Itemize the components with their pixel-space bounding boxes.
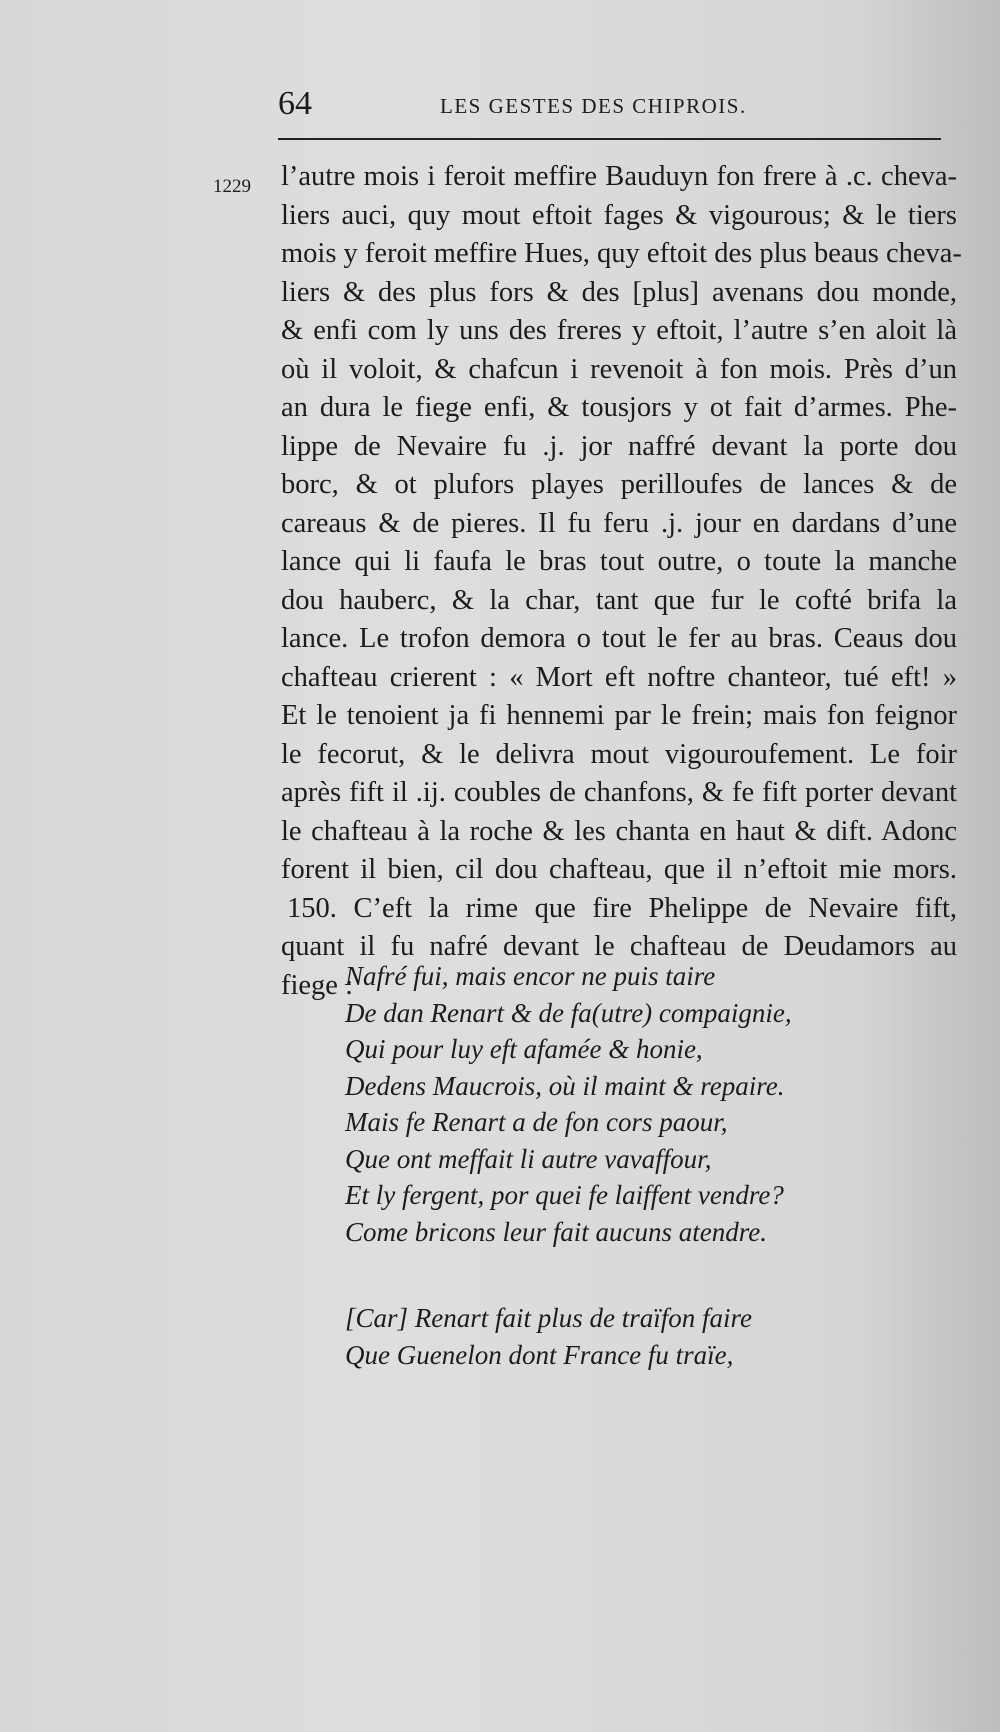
page-header [278,84,941,134]
verse-line: Qui pour luy eft afamée & honie, [345,1034,703,1064]
margin-year-note: 1229 [213,176,251,197]
text-line: quant il fu nafré devant le chafteau de Deudamors au [281,931,957,962]
text-line: & enfi com ly uns des freres y eftoit, l’autre s’en aloit là [281,315,957,346]
text-line: où il voloit, & chafcun i revenoit à fon mois. Près d’un [281,353,957,385]
verse-line: Dedens Maucrois, où il maint & repaire. [345,1070,785,1101]
text-line: le chafteau à la roche & les chanta en haut & dift. Adonc [281,815,957,847]
verse-line: De dan Renart & de fa(utre) compaignie, [345,997,792,1028]
verse-line: Que Guenelon dont France fu traïe, [345,1339,734,1370]
text-line: dou hauberc, & la char, tant que fur le cofté brifa la [281,584,957,616]
verse-line: Et ly fergent, por quei fe laiffent vendre? [345,1180,784,1210]
section-start-line: 150. C’eft la rime que fire Phelippe de Nevaire fift, [287,892,957,924]
text-line: lance. Le trofon demora o tout le fer au bras. Ceaus dou [281,623,957,654]
text-line: le fecorut, & le delivra mout vigouroufement. Le foir [281,738,957,770]
verse-line: Que ont meffait li autre vavaffour, [345,1143,712,1174]
text-line: careaus & de pieres. Il fu feru .j. jour en dardans d’une [281,507,957,539]
text-line: chafteau crierent : « Mort eft noftre chanteor, tué eft! » [281,661,957,693]
text-line: l’autre mois i feroit meffire Bauduyn fon frere à .c. cheva- [281,161,957,192]
verse-poem [345,958,945,1373]
verse-line: Nafré fui, mais encor ne puis taire [345,961,716,991]
text-line: lance qui li faufa le bras tout outre, o toute la manche [281,546,957,577]
text-line: forent il bien, cil dou chafteau, que il n’eftoit mie mors. [281,854,957,885]
page-number: 64 [278,85,312,122]
text-line: fiege : [281,969,354,1001]
verse-line: [Car] Renart fait plus de traïfon faire [345,1303,753,1333]
text-line: borc, & ot plufors playes perilloufes de lances & de [281,469,957,500]
verse-line: Mais fe Renart a de fon cors paour, [345,1107,728,1137]
stanza-break [345,1250,945,1300]
running-title: LES GESTES DES CHIPROIS. [440,94,747,118]
text-line: an dura le fiege enfi, & tousjors y ot fait d’armes. Phe- [281,392,957,423]
text-line: après fift il .ij. coubles de chanfons, & fe fift porter devant [281,777,957,808]
text-line: liers & des plus fors & des [plus] avenans dou monde, [281,276,957,308]
text-line: liers auci, quy mout eftoit fages & vigourous; & le tiers [281,199,957,231]
text-line: Et le tenoient ja fi hennemi par le frein; mais fon feignor [281,700,957,731]
verse-line: Come bricons leur fait aucuns atendre. [345,1216,767,1247]
text-line: mois y feroit meffire Hues, quy eftoit des plus beaus cheva- [281,238,962,269]
header-rule [278,138,941,140]
text-line: lippe de Nevaire fu .j. jor naffré devant la porte dou [281,430,957,462]
prose-paragraph [281,158,962,1005]
